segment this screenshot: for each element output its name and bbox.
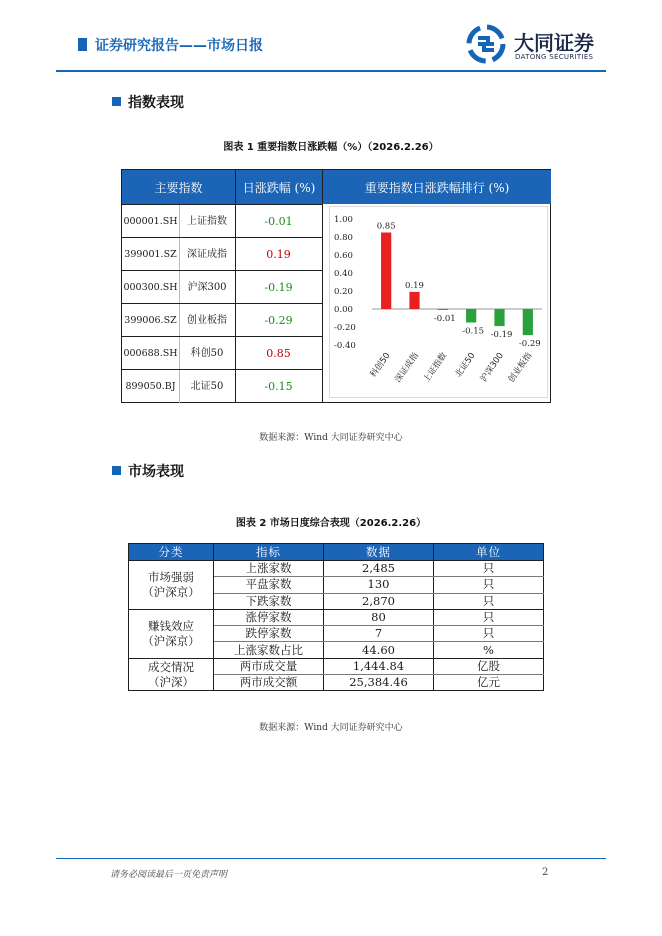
- index-code: 399001.SZ: [122, 238, 180, 271]
- section-title-market: 市场表现: [128, 464, 184, 480]
- unit-cell: 亿股: [434, 658, 544, 674]
- index-change: -0.29: [235, 304, 321, 337]
- metric-cell: 两市成交额: [214, 675, 324, 691]
- metric-cell: 涨停家数: [214, 609, 324, 625]
- category-scope: （沪深京）: [142, 584, 200, 599]
- bar: [466, 309, 476, 323]
- unit-cell: 亿元: [434, 675, 544, 691]
- index-code: 399006.SZ: [122, 304, 180, 337]
- unit-cell: 只: [434, 577, 544, 593]
- footer-disclaimer: 请务必阅读最后一页免责声明: [110, 870, 228, 880]
- category-cell: [129, 658, 214, 691]
- category-label: 科创50: [368, 350, 393, 380]
- value-cell: 44.60: [324, 642, 434, 658]
- metric-cell: 跌停家数: [214, 626, 324, 642]
- index-name: 科创50: [190, 348, 224, 359]
- y-tick-label: 0.80: [334, 233, 353, 243]
- unit-cell: 只: [434, 561, 544, 577]
- unit-cell: 只: [434, 609, 544, 625]
- header-metric: 指标: [214, 544, 324, 561]
- table-row: [122, 204, 322, 237]
- y-tick-label: 0.20: [334, 287, 353, 297]
- metric-cell: 两市成交量: [214, 658, 324, 674]
- category-scope: （沪深）: [148, 674, 194, 689]
- value-cell: 1,444.84: [324, 658, 434, 674]
- header-unit: 单位: [434, 544, 544, 561]
- y-tick-label: 0.40: [334, 269, 353, 279]
- index-name: 上证指数: [187, 216, 227, 227]
- index-change: -0.19: [235, 271, 321, 304]
- index-change: 0.19: [235, 238, 321, 271]
- data-label: -0.19: [490, 330, 513, 341]
- index-name: 北证50: [190, 381, 224, 392]
- value-cell: 2,870: [324, 593, 434, 609]
- source-note-2: 数据来源：Wind 大同证券研究中心: [259, 723, 403, 733]
- category-label: 上证指数: [421, 350, 450, 385]
- y-tick-label: 0.00: [334, 305, 353, 315]
- category-label: 北证50: [453, 350, 478, 380]
- header-main-index: 主要指数: [122, 170, 235, 204]
- header-rule: [56, 70, 606, 72]
- report-title: 证券研究报告——市场日报: [95, 38, 263, 54]
- category-label: 成交情况: [148, 659, 194, 674]
- header-category: 分类: [129, 544, 214, 561]
- page-number: 2: [542, 867, 549, 878]
- category-label: 深证成指: [393, 350, 421, 385]
- index-code: 000688.SH: [122, 337, 180, 370]
- index-name: 沪深300: [187, 282, 227, 293]
- y-tick-label: -0.20: [334, 323, 356, 333]
- table-row: [122, 270, 322, 303]
- unit-cell: 只: [434, 626, 544, 642]
- data-label: 0.85: [376, 221, 396, 232]
- ranking-chart-cell: [322, 204, 551, 403]
- table-row: [129, 561, 544, 577]
- figure-caption-2: 图表 2 市场日度综合表现（2026.2.26）: [235, 518, 427, 529]
- bar: [438, 309, 448, 310]
- index-code: 000300.SH: [122, 271, 180, 304]
- metric-cell: 下跌家数: [214, 593, 324, 609]
- category-label: 创业板指: [506, 350, 535, 385]
- source-note-1: 数据来源：Wind 大同证券研究中心: [259, 433, 403, 443]
- header-ranking: 重要指数日涨跌幅排行 (%): [322, 170, 551, 204]
- index-change: -0.15: [235, 370, 321, 403]
- bar: [409, 292, 419, 309]
- datong-logo-icon: [466, 24, 506, 64]
- logo-text-en: DATONG SECURITIES: [515, 53, 594, 61]
- metric-cell: 平盘家数: [214, 577, 324, 593]
- section-marker: [112, 466, 121, 475]
- y-tick-label: 1.00: [334, 215, 353, 225]
- category-label: 沪深300: [478, 350, 506, 384]
- index-name: 创业板指: [187, 315, 227, 326]
- table-row: [129, 609, 544, 625]
- metric-cell: 上涨家数: [214, 561, 324, 577]
- data-label: -0.01: [433, 313, 456, 324]
- table-row: [122, 336, 322, 369]
- data-label: -0.29: [518, 339, 541, 350]
- index-change: -0.01: [235, 205, 321, 238]
- table-row: [129, 658, 544, 674]
- figure-caption-1: 图表 1 重要指数日涨跌幅（%）（2026.2.26）: [223, 142, 439, 153]
- value-cell: 2,485: [324, 561, 434, 577]
- index-code: 899050.BJ: [122, 370, 180, 403]
- table-row: [122, 369, 322, 402]
- index-code: 000001.SH: [122, 205, 180, 238]
- value-cell: 80: [324, 609, 434, 625]
- bar: [494, 309, 504, 326]
- unit-cell: %: [434, 642, 544, 658]
- ranking-chart-frame: [329, 206, 548, 398]
- index-change: 0.85: [235, 337, 321, 370]
- category-label: 市场强弱: [148, 569, 194, 584]
- category-cell: [129, 561, 214, 610]
- ranking-bar-chart: [330, 207, 549, 399]
- footer-rule: [56, 858, 606, 859]
- header-value: 数据: [324, 544, 434, 561]
- value-cell: 25,384.46: [324, 675, 434, 691]
- header-daily-change: 日涨跌幅 (%): [235, 170, 322, 204]
- bar: [523, 309, 533, 335]
- index-table: [121, 169, 551, 403]
- value-cell: 130: [324, 577, 434, 593]
- unit-cell: 只: [434, 593, 544, 609]
- bar: [381, 233, 391, 310]
- value-cell: 7: [324, 626, 434, 642]
- category-label: 赚钱效应: [148, 618, 194, 633]
- y-tick-label: 0.60: [334, 251, 353, 261]
- section-title-index: 指数表现: [128, 95, 184, 111]
- category-scope: （沪深京）: [142, 633, 200, 648]
- metric-cell: 上涨家数占比: [214, 642, 324, 658]
- index-name: 深证成指: [187, 249, 227, 260]
- table-row: [122, 303, 322, 336]
- market-table: [128, 543, 544, 691]
- data-label: -0.15: [462, 326, 485, 337]
- header-marker: [78, 38, 87, 51]
- table-row: [122, 237, 322, 270]
- y-tick-label: -0.40: [334, 341, 356, 351]
- section-marker: [112, 97, 121, 106]
- logo-text-cn: 大同证券: [514, 31, 594, 55]
- category-cell: [129, 609, 214, 658]
- data-label: 0.19: [405, 280, 424, 291]
